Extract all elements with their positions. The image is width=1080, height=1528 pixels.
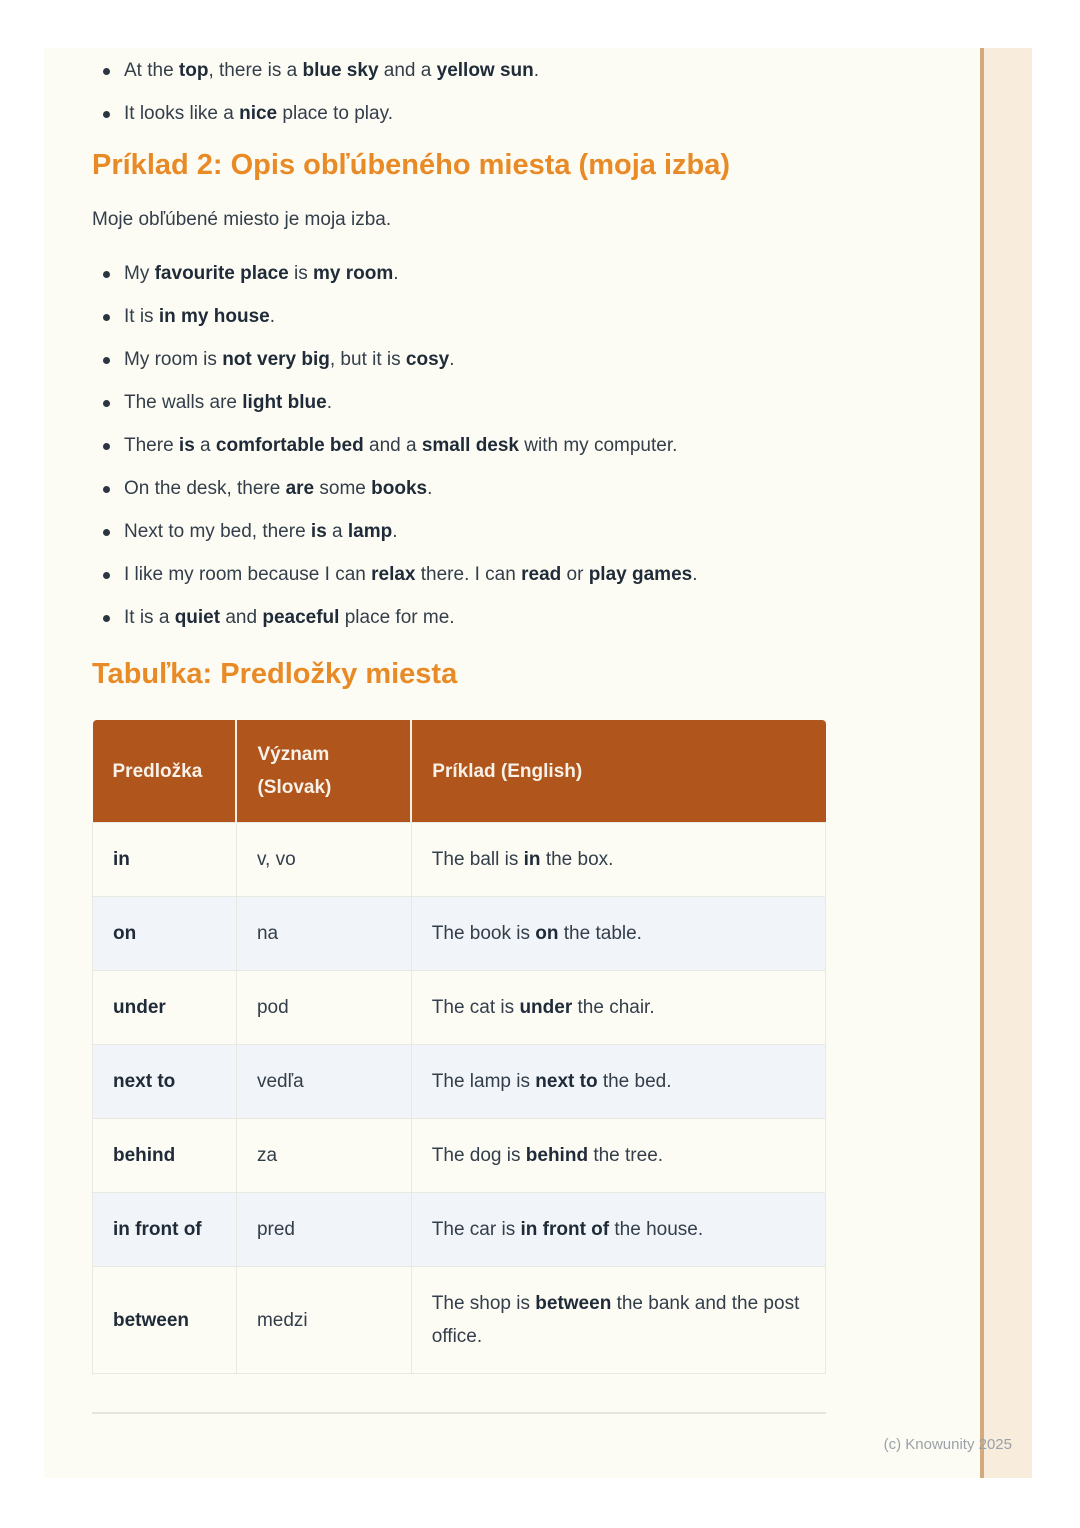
list-item: It is a quiet and peaceful place for me.: [92, 605, 826, 631]
list-item: The walls are light blue.: [92, 390, 826, 416]
section-heading-table: Tabuľka: Predložky miesta: [92, 658, 458, 690]
cell-slovak-meaning: vedľa: [236, 1045, 411, 1119]
column-header-example: Príklad (English): [411, 720, 825, 823]
list-item: It is in my house.: [92, 304, 826, 330]
cell-example-sentence: The shop is between the bank and the post office.: [411, 1267, 825, 1374]
table-row: [93, 1045, 826, 1119]
column-header-meaning: Význam (Slovak): [236, 720, 411, 823]
cell-slovak-meaning: medzi: [236, 1267, 411, 1374]
list-item: There is a comfortable bed and a small desk with my computer.: [92, 433, 826, 459]
footer-divider: [92, 1412, 826, 1414]
page-right-margin-strip: [980, 48, 1032, 1478]
cell-slovak-meaning: na: [236, 897, 411, 971]
cell-slovak-meaning: za: [236, 1119, 411, 1193]
cell-example-sentence: The cat is under the chair.: [411, 971, 825, 1045]
list-item: My room is not very big, but it is cosy.: [92, 347, 826, 373]
cell-preposition: next to: [93, 1045, 237, 1119]
room-description-list: [92, 261, 826, 631]
cell-preposition: under: [93, 971, 237, 1045]
cell-preposition: between: [93, 1267, 237, 1374]
table-row: [93, 823, 826, 897]
intro-paragraph: Moje obľúbené miesto je moja izba.: [92, 209, 392, 230]
prepositions-table: [92, 720, 826, 1374]
list-item: At the top, there is a blue sky and a yellow sun.: [92, 58, 826, 84]
table-row: [93, 971, 826, 1045]
table-row: [93, 897, 826, 971]
cell-example-sentence: The book is on the table.: [411, 897, 825, 971]
table-body: [93, 823, 826, 1374]
document-page: [44, 48, 1032, 1478]
cell-example-sentence: The dog is behind the tree.: [411, 1119, 825, 1193]
list-item: It looks like a nice place to play.: [92, 101, 826, 127]
list-item: I like my room because I can relax there. I can read or play games.: [92, 562, 826, 588]
cell-slovak-meaning: pred: [236, 1193, 411, 1267]
list-item: Next to my bed, there is a lamp.: [92, 519, 826, 545]
cell-preposition: in: [93, 823, 237, 897]
cell-preposition: in front of: [93, 1193, 237, 1267]
cell-example-sentence: The lamp is next to the bed.: [411, 1045, 825, 1119]
cell-example-sentence: The ball is in the box.: [411, 823, 825, 897]
cell-preposition: behind: [93, 1119, 237, 1193]
column-header-preposition: Predložka: [93, 720, 237, 823]
table-header: [93, 720, 826, 823]
list-item: On the desk, there are some books.: [92, 476, 826, 502]
list-item: My favourite place is my room.: [92, 261, 826, 287]
cell-preposition: on: [93, 897, 237, 971]
table-row: [93, 1267, 826, 1374]
table-row: [93, 1119, 826, 1193]
page-content: [92, 48, 826, 1414]
cell-example-sentence: The car is in front of the house.: [411, 1193, 825, 1267]
copyright-note: (c) Knowunity 2025: [883, 1436, 1012, 1453]
scene-description-list: [92, 58, 826, 127]
cell-slovak-meaning: v, vo: [236, 823, 411, 897]
cell-slovak-meaning: pod: [236, 971, 411, 1045]
section-heading-example2: Príklad 2: Opis obľúbeného miesta (moja izba): [92, 149, 731, 181]
table-row: [93, 1193, 826, 1267]
